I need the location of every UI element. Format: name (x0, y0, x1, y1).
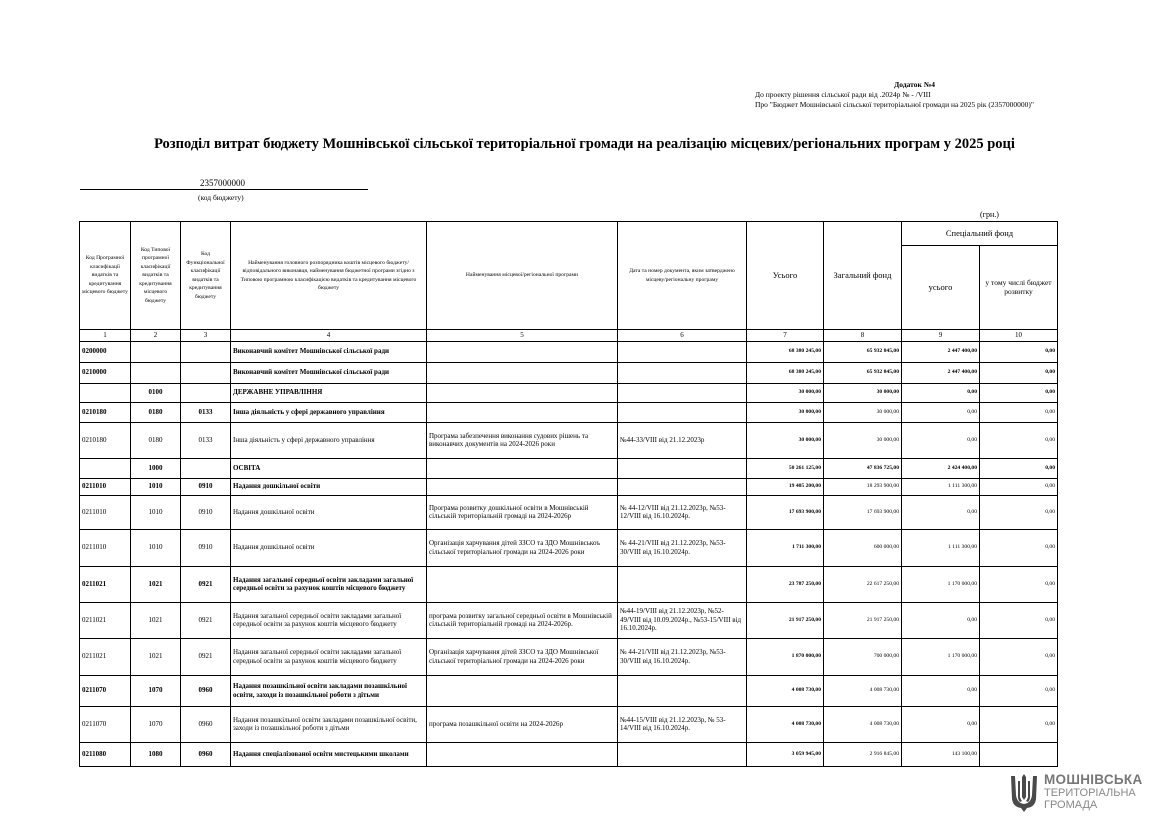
cell-special-total: 0,00 (902, 495, 980, 529)
cell-program-name (427, 566, 618, 602)
cell-development-budget: 0,00 (980, 495, 1058, 529)
cell-special-total: 1 170 000,00 (902, 638, 980, 675)
cell-development-budget: 0,00 (980, 638, 1058, 675)
cell-general-fund: 65 932 845,00 (824, 362, 902, 383)
table-row (80, 495, 1058, 529)
cell-manager-name: Виконавчий комітет Мошнівської сільської ради (231, 362, 427, 383)
cell-total: 30 000,00 (747, 402, 824, 422)
cell-typical-code: 0180 (131, 402, 181, 422)
column-number: 2 (131, 330, 181, 342)
cell-program-code: 0211070 (80, 706, 131, 742)
cell-functional-code (181, 458, 231, 478)
header-program-code: Код Програмної класифікації видатків та кредитування місцевого бюджету (80, 222, 131, 330)
cell-functional-code: 0910 (181, 478, 231, 495)
cell-program-code: 0200000 (80, 341, 131, 362)
cell-general-fund: 17 693 900,00 (824, 495, 902, 529)
cell-document (618, 341, 747, 362)
cell-program-code (80, 383, 131, 402)
cell-program-name: Організація харчування дітей ЗЗСО та ЗДО Мошнівської сільської територіальної громади на 2024-2026 роки (427, 638, 618, 675)
document-title: Розподіл витрат бюджету Мошнівської сільської територіальної громади на реалізацію місцевих/регіональних програм у 2025 році (154, 136, 1015, 152)
cell-program-name (427, 458, 618, 478)
logo-line-2: ТЕРИТОРІАЛЬНА (1044, 787, 1136, 799)
cell-general-fund: 2 916 845,00 (824, 742, 902, 766)
cell-functional-code (181, 362, 231, 383)
cell-manager-name: Надання загальної середньої освіти закладами загальної середньої освіти за рахунок коштів місцевого бюджету (231, 566, 427, 602)
cell-typical-code: 0180 (131, 422, 181, 458)
cell-functional-code (181, 341, 231, 362)
cell-document (618, 478, 747, 495)
annex-line-1: До проекту рішення сільської ради від .2024р № - /VIII (755, 90, 931, 99)
table-row (80, 742, 1058, 766)
table-row (80, 383, 1058, 402)
cell-total: 30 000,00 (747, 422, 824, 458)
cell-typical-code: 1070 (131, 675, 181, 706)
cell-general-fund: 30 000,00 (824, 402, 902, 422)
cell-document: №44-33/VIII від 21.12.2023р (618, 422, 747, 458)
column-number: 3 (181, 330, 231, 342)
table-row (80, 341, 1058, 362)
logo-line-3: ГРОМАДА (1044, 799, 1098, 811)
cell-document (618, 362, 747, 383)
cell-functional-code: 0960 (181, 706, 231, 742)
cell-functional-code: 0133 (181, 402, 231, 422)
header-document: Дата та номер документа, яким затверджено місцеву/регіональну програму (618, 222, 747, 330)
cell-general-fund: 30 000,00 (824, 383, 902, 402)
cell-total: 21 917 250,00 (747, 602, 824, 638)
cell-typical-code: 1000 (131, 458, 181, 478)
header-program-name: Найменування місцевої/регіональної програми (427, 222, 618, 330)
cell-document (618, 402, 747, 422)
cell-special-total: 0,00 (902, 602, 980, 638)
cell-functional-code: 0921 (181, 602, 231, 638)
header-manager-name: Найменування головного розпорядника коштів місцевого бюджету/ відповідального виконавця, найменування бюджетної програми згідно з Типовою програмною класифікацією видатків та кредитування місцевого бюджету (231, 222, 427, 330)
cell-development-budget: 0,00 (980, 402, 1058, 422)
programs-table (79, 221, 1058, 767)
cell-general-fund: 22 617 250,00 (824, 566, 902, 602)
cell-typical-code: 1021 (131, 638, 181, 675)
cell-document: № 44-21/VIII від 21.12.2023р, №53-30/VIII від 16.10.2024р. (618, 529, 747, 566)
table-row (80, 566, 1058, 602)
cell-development-budget: 0,00 (980, 478, 1058, 495)
column-number: 6 (618, 330, 747, 342)
cell-program-name: програма розвитку загальної середньої освіти в Мошнівській сільській територіальній громаді на 2024-2026р. (427, 602, 618, 638)
cell-total: 3 059 945,00 (747, 742, 824, 766)
cell-development-budget: 0,00 (980, 566, 1058, 602)
annex-header (755, 80, 1075, 110)
cell-typical-code: 1010 (131, 495, 181, 529)
cell-special-total: 1 111 300,00 (902, 478, 980, 495)
cell-total: 68 380 245,00 (747, 362, 824, 383)
cell-program-code: 0210000 (80, 362, 131, 383)
cell-functional-code: 0133 (181, 422, 231, 458)
annex-title: Додаток №4 (894, 80, 935, 89)
cell-program-name (427, 402, 618, 422)
cell-general-fund: 600 000,00 (824, 529, 902, 566)
cell-special-total: 1 111 300,00 (902, 529, 980, 566)
cell-development-budget: 0,00 (980, 675, 1058, 706)
cell-development-budget: 0,00 (980, 422, 1058, 458)
cell-manager-name: Надання загальної середньої освіти закладами загальної середньої освіти за рахунок коштів місцевого бюджету (231, 602, 427, 638)
column-number: 10 (980, 330, 1058, 342)
cell-manager-name: Інша діяльність у сфері державного управління (231, 422, 427, 458)
cell-total: 4 008 730,00 (747, 706, 824, 742)
cell-general-fund: 21 917 250,00 (824, 602, 902, 638)
cell-document: № 44-21/VIII від 21.12.2023р, №53-30/VIII від 16.10.2024р. (618, 638, 747, 675)
cell-functional-code: 0910 (181, 495, 231, 529)
cell-functional-code: 0921 (181, 638, 231, 675)
cell-program-name: Програма розвитку дошкільної освіти в Мошнівській сільській територіальній громаді на 2024-2026р (427, 495, 618, 529)
cell-functional-code: 0960 (181, 742, 231, 766)
cell-typical-code (131, 341, 181, 362)
cell-general-fund: 700 000,00 (824, 638, 902, 675)
cell-total: 23 787 250,00 (747, 566, 824, 602)
cell-program-code: 0211021 (80, 602, 131, 638)
cell-typical-code: 1010 (131, 478, 181, 495)
cell-special-total: 1 170 000,00 (902, 566, 980, 602)
cell-typical-code: 1021 (131, 602, 181, 638)
budget-code-label: (код бюджету) (198, 193, 244, 202)
cell-document: №44-19/VIII від 21.12.2023р, №52-49/VIII від 10.09.2024р., №53-15/VIII від 16.10.2024р. (618, 602, 747, 638)
cell-document (618, 566, 747, 602)
cell-program-name (427, 675, 618, 706)
table-row (80, 422, 1058, 458)
cell-program-code: 0211021 (80, 638, 131, 675)
cell-program-code: 0211010 (80, 495, 131, 529)
cell-manager-name: Надання дошкільної освіти (231, 529, 427, 566)
header-development-budget: у тому числі бюджет розвитку (980, 246, 1058, 330)
cell-special-total: 0,00 (902, 706, 980, 742)
cell-manager-name: Надання спеціалізованої освіти мистецькими школами (231, 742, 427, 766)
cell-total: 68 380 245,00 (747, 341, 824, 362)
cell-special-total: 2 424 400,00 (902, 458, 980, 478)
table-row (80, 478, 1058, 495)
cell-functional-code: 0910 (181, 529, 231, 566)
cell-manager-name: Виконавчий комітет Мошнівської сільської ради (231, 341, 427, 362)
cell-program-name: програма позашкільної освіти на 2024-2026р (427, 706, 618, 742)
cell-functional-code: 0960 (181, 675, 231, 706)
cell-total: 1 711 300,00 (747, 529, 824, 566)
cell-development-budget: 0,00 (980, 362, 1058, 383)
header-special-fund: Спеціальний фонд (902, 222, 1058, 246)
table-row (80, 638, 1058, 675)
cell-manager-name: Надання позашкільної освіти закладами позашкільної освіти, заходи із позашкільної роботи з дітьми (231, 706, 427, 742)
cell-typical-code: 1080 (131, 742, 181, 766)
column-number: 1 (80, 330, 131, 342)
header-typical-code: Код Типової програмної класифікації видатків та кредитування місцевого бюджету (131, 222, 181, 330)
cell-special-total: 0,00 (902, 675, 980, 706)
cell-development-budget (980, 742, 1058, 766)
cell-program-name (427, 742, 618, 766)
cell-development-budget: 0,00 (980, 383, 1058, 402)
cell-development-budget: 0,00 (980, 706, 1058, 742)
cell-program-name (427, 362, 618, 383)
units-label: (грн.) (980, 210, 999, 219)
cell-manager-name: ОСВІТА (231, 458, 427, 478)
cell-total: 50 261 125,00 (747, 458, 824, 478)
table-row (80, 675, 1058, 706)
cell-general-fund: 18 293 900,00 (824, 478, 902, 495)
cell-document: № 44-12/VIII від 21.12.2023р, №53-12/VIII від 16.10.2024р. (618, 495, 747, 529)
table-row (80, 602, 1058, 638)
cell-general-fund: 65 932 845,00 (824, 341, 902, 362)
cell-special-total: 2 447 400,00 (902, 362, 980, 383)
cell-development-budget: 0,00 (980, 458, 1058, 478)
column-number: 7 (747, 330, 824, 342)
cell-manager-name: Інша діяльність у сфері державного управління (231, 402, 427, 422)
cell-total: 4 008 730,00 (747, 675, 824, 706)
cell-program-name (427, 341, 618, 362)
cell-typical-code: 1070 (131, 706, 181, 742)
cell-total: 19 405 200,00 (747, 478, 824, 495)
cell-functional-code: 0921 (181, 566, 231, 602)
cell-typical-code: 0100 (131, 383, 181, 402)
community-logo (1009, 773, 1159, 815)
cell-development-budget: 0,00 (980, 529, 1058, 566)
cell-development-budget: 0,00 (980, 341, 1058, 362)
cell-manager-name: ДЕРЖАВНЕ УПРАВЛІННЯ (231, 383, 427, 402)
cell-program-code (80, 458, 131, 478)
cell-functional-code (181, 383, 231, 402)
cell-program-name (427, 478, 618, 495)
column-number: 5 (427, 330, 618, 342)
column-number: 8 (824, 330, 902, 342)
cell-special-total: 0,00 (902, 402, 980, 422)
cell-general-fund: 47 836 725,00 (824, 458, 902, 478)
cell-program-code: 0211021 (80, 566, 131, 602)
cell-general-fund: 4 008 730,00 (824, 675, 902, 706)
cell-special-total: 2 447 400,00 (902, 341, 980, 362)
cell-manager-name: Надання загальної середньої освіти закладами загальної середньої освіти за рахунок коштів місцевого бюджету (231, 638, 427, 675)
column-number: 4 (231, 330, 427, 342)
cell-document (618, 383, 747, 402)
cell-program-code: 0211080 (80, 742, 131, 766)
cell-program-name (427, 383, 618, 402)
annex-line-2: Про "Бюджет Мошнівської сільської територіальної громади на 2025 рік (2357000000)" (755, 100, 1034, 109)
table-row (80, 706, 1058, 742)
logo-name: МОШНІВСЬКА (1044, 772, 1143, 787)
cell-program-code: 0211010 (80, 529, 131, 566)
cell-special-total: 143 100,00 (902, 742, 980, 766)
cell-development-budget: 0,00 (980, 602, 1058, 638)
cell-program-name: Організація харчування дітей ЗЗСО та ЗДО Мошнівськоъ сільської територіальної громади на 2024-2026 роки (427, 529, 618, 566)
trident-icon (1009, 773, 1039, 813)
cell-program-code: 0211010 (80, 478, 131, 495)
column-numbers-row (80, 330, 1058, 342)
cell-document: №44-15/VIII від 21.12.2023р, № 53-14/VIII від 16.10.2024р. (618, 706, 747, 742)
header-general-fund: Загальний фонд (824, 222, 902, 330)
table-row (80, 362, 1058, 383)
table-row (80, 458, 1058, 478)
column-number: 9 (902, 330, 980, 342)
header-special-total: усього (902, 246, 980, 330)
header-total: Усього (747, 222, 824, 330)
cell-program-code: 0210180 (80, 422, 131, 458)
header-functional-code: Код Функціональної класифікації видатків та кредитування бюджету (181, 222, 231, 330)
cell-special-total: 0,00 (902, 383, 980, 402)
cell-document (618, 675, 747, 706)
cell-document (618, 458, 747, 478)
cell-manager-name: Надання дошкільної освіти (231, 495, 427, 529)
table-row (80, 529, 1058, 566)
cell-total: 1 870 000,00 (747, 638, 824, 675)
cell-program-code: 0211070 (80, 675, 131, 706)
cell-typical-code: 1010 (131, 529, 181, 566)
table-row (80, 402, 1058, 422)
cell-special-total: 0,00 (902, 422, 980, 458)
cell-document (618, 742, 747, 766)
cell-typical-code (131, 362, 181, 383)
cell-program-code: 0210180 (80, 402, 131, 422)
cell-manager-name: Надання позашкільної освіти закладами позашкільної освіти, заходи із позашкільної роботи з дітьми (231, 675, 427, 706)
budget-code (80, 178, 368, 202)
cell-total: 17 693 900,00 (747, 495, 824, 529)
cell-manager-name: Надання дошкільної освіти (231, 478, 427, 495)
cell-general-fund: 30 000,00 (824, 422, 902, 458)
cell-program-name: Програма забезпечення виконання судових рішень та виконавчих документів на 2024-2026 роки (427, 422, 618, 458)
cell-typical-code: 1021 (131, 566, 181, 602)
cell-total: 30 000,00 (747, 383, 824, 402)
budget-code-value: 2357000000 (80, 178, 368, 190)
cell-general-fund: 4 008 730,00 (824, 706, 902, 742)
